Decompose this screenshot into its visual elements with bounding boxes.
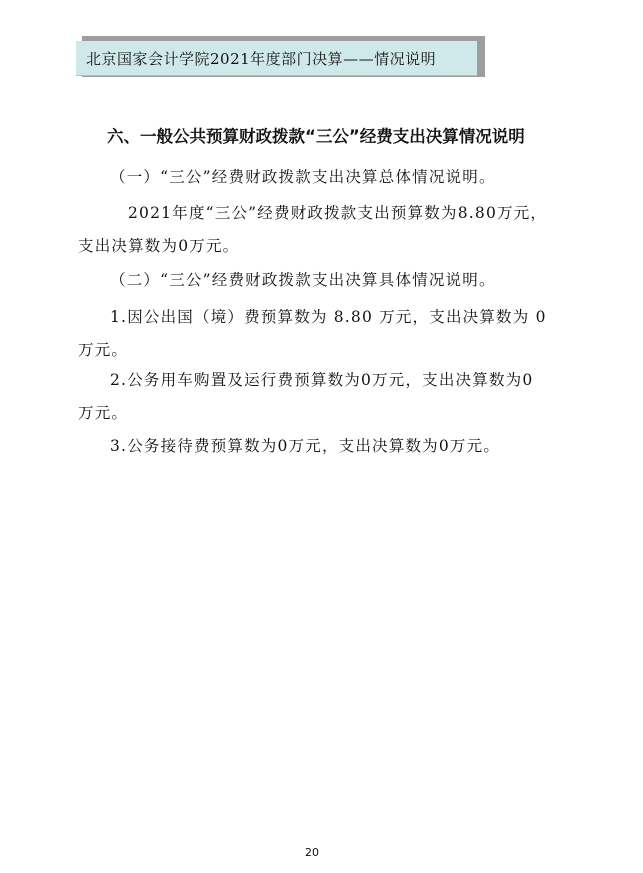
subsection-1-title: （一）“三公”经费财政拨款支出决算总体情况说明。 <box>110 168 496 186</box>
page-number: 20 <box>305 846 319 859</box>
item-3-line-1: 3.公务接待费预算数为0万元，支出决算数为0万元。 <box>110 437 501 455</box>
page-header <box>76 41 477 76</box>
header-title: 北京国家会计学院2021年度部门决算——情况说明 <box>86 50 437 68</box>
subsection-2-title: （二）“三公”经费财政拨款支出决算具体情况说明。 <box>110 271 496 289</box>
item-2-line-1: 2.公务用车购置及运行费预算数为0万元，支出决算数为0 <box>110 371 534 389</box>
subsection-1-text-line-1: 2021年度“三公”经费财政拨款支出预算数为8.80万元， <box>128 204 548 222</box>
section-heading: 六、一般公共预算财政拨款“三公”经费支出决算情况说明 <box>107 127 525 146</box>
item-1-line-2: 万元。 <box>78 341 129 359</box>
subsection-1-text-line-2: 支出决算数为0万元。 <box>78 237 240 255</box>
item-1-line-1: 1.因公出国（境）费预算数为 8.80 万元，支出决算数为 0 <box>110 308 547 326</box>
item-2-line-2: 万元。 <box>78 404 129 422</box>
